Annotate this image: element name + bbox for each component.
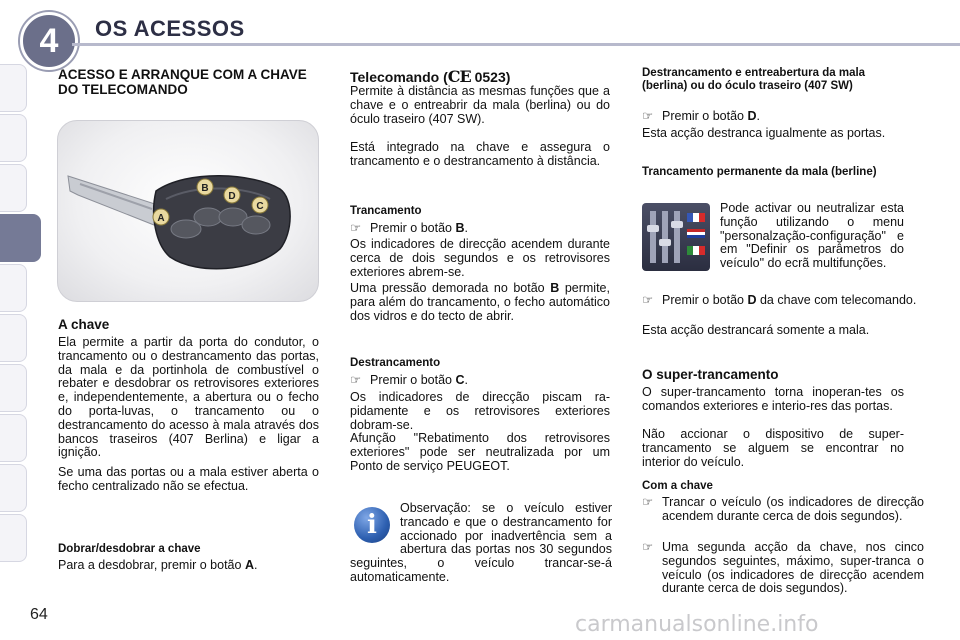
locking-p2-button-ref: B (550, 281, 560, 295)
page-number: 64 (30, 606, 48, 623)
permanent-lock-text: Pode activar ou neutralizar esta função utilizando o menu "personalzação-configuração" e em "Definir os parâmetros do veículo" do ecrã multifunções. (720, 201, 904, 271)
unlocking-step-text: Premir o botão (370, 373, 452, 387)
trunk-unlock-paragraph: Esta acção destranca igualmente as portas. (642, 126, 886, 140)
trunk-unlock-heading: Destrancamento e entreabertura da mala (berlina) ou do óculo traseiro (407 SW) (642, 67, 866, 92)
chapter-tab-5[interactable] (0, 264, 27, 312)
key-label-a (153, 209, 169, 225)
remote-title-prefix: Telecomando ( (350, 69, 448, 85)
fold-key-text (58, 559, 319, 573)
pointing-hand-icon: ☞ (350, 373, 362, 387)
trunk-unlock-step: ☞ Premir o botão D. (642, 109, 760, 123)
pointing-hand-icon: ☞ (642, 293, 654, 307)
locking-step: ☞ Premir o botão B. (350, 221, 468, 235)
fold-key-heading: Dobrar/desdobrar a chave (58, 543, 201, 555)
chapter-tab-9[interactable] (0, 464, 27, 512)
chapter-tab-4-active[interactable] (0, 214, 41, 262)
chapter-tab-7[interactable] (0, 364, 27, 412)
pointing-hand-icon: ☞ (642, 495, 654, 509)
chapter-tab-2[interactable] (0, 114, 27, 162)
note-block (350, 502, 612, 585)
locking-button-ref: B (455, 221, 465, 235)
info-icon: i (354, 507, 390, 543)
remote-title-suffix: 0523) (470, 69, 511, 85)
permanent-lock-paragraph: Esta acção destrancará somente a mala. (642, 323, 870, 337)
chapter-tab-3[interactable] (0, 164, 27, 212)
chapter-tab-10[interactable] (0, 514, 27, 562)
key-paragraph-1: Ela permite a partir da porta do condutor, o trancamento ou o destrancamento das portas, da mala e da portinhola de combustível o rebater e desdobrar os retrovisores exteriores e, independentemente, a abertura ou o fecho do porta-luvas, o trancamento ou o destrancamento do acesso à mala através dos bancos traseiros (407 Berlina) e ligar a ignição. (58, 335, 319, 460)
locking-p2-end: permite, para além do trancamento, o fecho automático dos vidros e do tecto de abrir. (350, 281, 610, 323)
svg-text:B: B (201, 183, 209, 194)
fold-key-period: . (253, 558, 258, 572)
permanent-lock-heading: Trancamento permanente da mala (berline) (642, 166, 877, 178)
permanent-button-ref: D (747, 293, 757, 307)
trunk-button-ref: D (747, 109, 757, 123)
key-paragraph-2: Se uma das portas ou a mala estiver aberta o fecho centralizado não se efectua. (58, 465, 319, 493)
remote-intro-1: Permite à distância as mesmas funções que a chave e o entreabrir da mala (berlina) ou do óculo traseiro (407 SW). (350, 84, 610, 126)
svg-text:C: C (256, 201, 264, 212)
locking-paragraph-1: Os indicadores de direcção acendem durante cerca de dois segundos e os retrovisores exteriores abrem-se. (350, 237, 610, 279)
unlocking-step: ☞ Premir o botão C. (350, 373, 468, 387)
svg-text:D: D (228, 191, 236, 202)
with-key-heading: Com a chave (642, 480, 713, 492)
pointing-hand-icon: ☞ (642, 540, 654, 554)
with-key-step-2 (642, 541, 924, 596)
remote-intro-2: Está integrado na chave e assegura o trancamento e o destrancamento à distância. (350, 140, 610, 168)
header-rule (72, 43, 960, 46)
settings-screen-icon (642, 203, 710, 271)
ce-mark-icon: CE (447, 67, 471, 86)
note-text: Observação: se o veículo estiver trancado e que o destrancamento for accionado por inadvertência sem a abertura das portas nos 30 segundos seguintes, o veículo trancar-se-á automaticamente. (350, 501, 612, 584)
permanent-step-start: Premir o botão (662, 293, 744, 307)
chapter-tab-6[interactable] (0, 314, 27, 362)
super-lock-paragraph-2: Não accionar o dispositivo de super-trancamento se alguem se encontrar no interior do veículo. (642, 427, 904, 469)
locking-paragraph-2 (350, 282, 610, 323)
with-key-step-1 (642, 496, 924, 524)
key-heading: A chave (58, 317, 110, 332)
with-key-step-2-text: Uma segunda acção da chave, nos cinco segundos seguintes, máximo, super-tranca o veículo (os indicadores de direcção acendem durante cerca de dois segundos). (662, 540, 924, 596)
section-title: ACESSO E ARRANQUE COM A CHAVE DO TELECOMANDO (58, 67, 307, 97)
chapter-number-badge: 4 (20, 12, 78, 70)
key-label-d (224, 187, 240, 203)
unlocking-paragraph-1: Os indicadores de direcção piscam ra-pidamente e os retrovisores exteriores dobram-se. (350, 390, 610, 432)
locking-heading: Trancamento (350, 205, 422, 217)
permanent-step-end: da chave com telecomando. (759, 293, 917, 307)
super-lock-paragraph-1: O super-trancamento torna inoperan-tes os comandos exteriores e interio-res das portas. (642, 385, 904, 413)
svg-text:A: A (157, 213, 165, 224)
remote-key-illustration (58, 121, 318, 301)
fold-key-instruction: Para a desdobrar, premir o botão (58, 558, 242, 572)
watermark: carmanualsonline.info (575, 612, 819, 637)
locking-step-text: Premir o botão (370, 221, 452, 235)
permanent-lock-step (642, 294, 924, 308)
super-lock-heading: O super-trancamento (642, 367, 779, 382)
chapter-title: OS ACESSOS (95, 16, 245, 41)
pointing-hand-icon: ☞ (642, 109, 654, 123)
remote-key-photo (57, 120, 319, 302)
key-label-c (252, 197, 268, 213)
note-icon-spacer (350, 502, 400, 546)
chapter-tab-1[interactable] (0, 64, 27, 112)
locking-p2-start: Uma pressão demorada no botão (350, 281, 545, 295)
unlocking-heading: Destrancamento (350, 357, 441, 369)
key-label-b (197, 179, 213, 195)
unlocking-button-ref: C (455, 373, 465, 387)
unlocking-paragraph-2: Afunção "Rebatimento dos retrovisores exteriores" pode ser neutralizada por um Ponto de serviço PEUGEOT. (350, 431, 610, 473)
chapter-tab-8[interactable] (0, 414, 27, 462)
trunk-step-text: Premir o botão (662, 109, 744, 123)
with-key-step-1-text: Trancar o veículo (os indicadores de direcção acendem durante cerca de dois segundos). (662, 495, 924, 523)
fold-key-button-ref: A (244, 558, 254, 572)
pointing-hand-icon: ☞ (350, 221, 362, 235)
